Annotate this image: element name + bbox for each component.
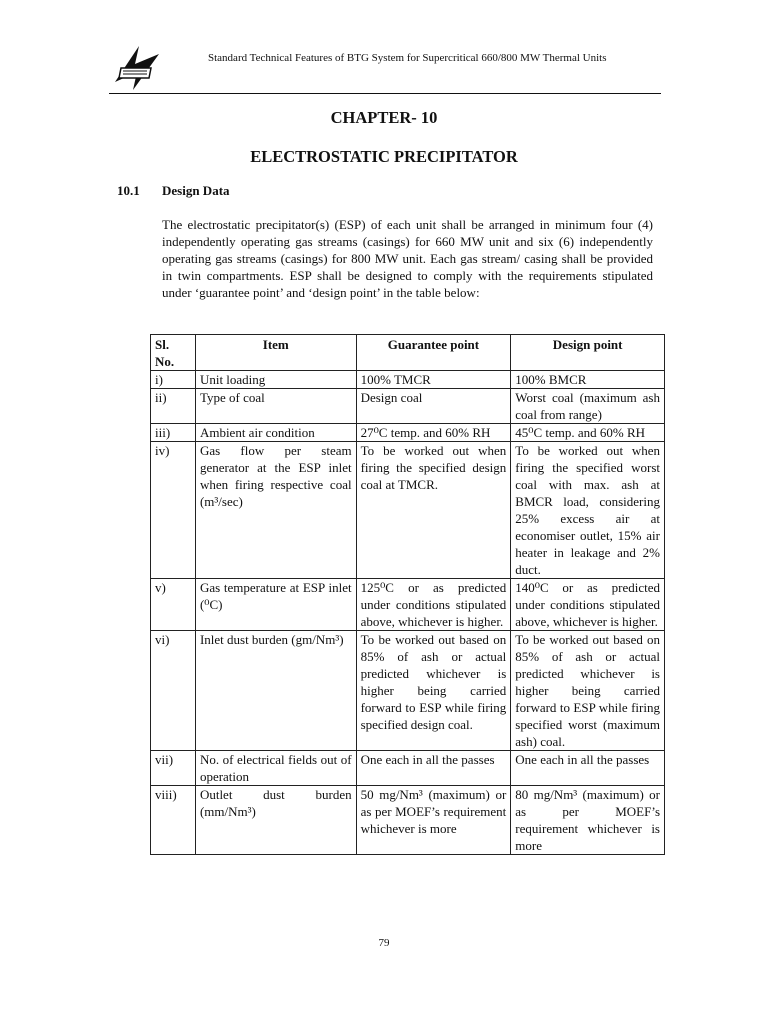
cell-guarantee: 50 mg/Nm³ (maximum) or as per MOEF’s requirement whichever is more: [356, 786, 511, 855]
cell-item: Unit loading: [195, 371, 356, 389]
cell-sl: iii): [151, 424, 196, 442]
header-item: Item: [195, 335, 356, 371]
design-data-table: [150, 334, 665, 855]
cell-design: One each in all the passes: [511, 751, 665, 786]
cell-guarantee: Design coal: [356, 389, 511, 424]
table-row: [151, 389, 665, 424]
cell-sl: vi): [151, 631, 196, 751]
cell-sl: vii): [151, 751, 196, 786]
table-row: [151, 786, 665, 855]
cell-item: Outlet dust burden (mm/Nm³): [195, 786, 356, 855]
table-row: [151, 442, 665, 579]
cell-item: No. of electrical fields out of operation: [195, 751, 356, 786]
cell-sl: iv): [151, 442, 196, 579]
running-header: Standard Technical Features of BTG System for Supercritical 660/800 MW Thermal Units: [208, 52, 607, 64]
header-divider: [109, 93, 661, 94]
table-row: [151, 371, 665, 389]
cell-guarantee: 100% TMCR: [356, 371, 511, 389]
chapter-heading: CHAPTER- 10: [330, 108, 438, 127]
cell-sl: i): [151, 371, 196, 389]
body-paragraph: The electrostatic precipitator(s) (ESP) of each unit shall be arranged in minimum four (4) independently operating gas streams (casings) for 660 MW unit and six (6) independently operating gas streams (casings) for 800 MW unit. Each gas stream/ casing shall be provided in twin compartments. ESP shall be designed to comply with the requirements stipulated under ‘guarantee point’ and ‘design point’ in the table below:: [162, 217, 653, 300]
cell-design: 80 mg/Nm³ (maximum) or as per MOEF’s requirement whichever is more: [511, 786, 665, 855]
cell-design: To be worked out based on 85% of ash or actual predicted whichever is higher being carried forward to ESP while firing specified worst (maximum ash) coal.: [511, 631, 665, 751]
table-row: [151, 631, 665, 751]
cell-design: 100% BMCR: [511, 371, 665, 389]
cell-item: Inlet dust burden (gm/Nm³): [195, 631, 356, 751]
table-header-row: [151, 335, 665, 371]
cell-guarantee: To be worked out when firing the specified design coal at TMCR.: [356, 442, 511, 579]
cell-item: Ambient air condition: [195, 424, 356, 442]
header-sl-no: Sl. No.: [151, 335, 196, 371]
cell-item: Gas flow per steam generator at the ESP inlet when firing respective coal (m³/sec): [195, 442, 356, 579]
page-number: 79: [378, 937, 390, 949]
cell-design: 45⁰C temp. and 60% RH: [511, 424, 665, 442]
cell-item: Gas temperature at ESP inlet (⁰C): [195, 579, 356, 631]
organization-logo-icon: [113, 44, 161, 92]
cell-guarantee: One each in all the passes: [356, 751, 511, 786]
header-guarantee-point: Guarantee point: [356, 335, 511, 371]
cell-item: Type of coal: [195, 389, 356, 424]
chapter-title: ELECTROSTATIC PRECIPITATOR: [250, 147, 518, 166]
table-row: [151, 424, 665, 442]
table-row: [151, 579, 665, 631]
cell-guarantee: 27⁰C temp. and 60% RH: [356, 424, 511, 442]
subsection-title: Design Data: [162, 183, 230, 198]
header-design-point: Design point: [511, 335, 665, 371]
cell-guarantee: To be worked out based on 85% of ash or actual predicted whichever is higher being carried forward to ESP while firing specified design coal.: [356, 631, 511, 751]
table-row: [151, 751, 665, 786]
cell-design: 140⁰C or as predicted under conditions stipulated above, whichever is higher.: [511, 579, 665, 631]
cell-sl: v): [151, 579, 196, 631]
cell-sl: viii): [151, 786, 196, 855]
cell-design: Worst coal (maximum ash coal from range): [511, 389, 665, 424]
subsection-number: 10.1: [117, 183, 140, 198]
cell-guarantee: 125⁰C or as predicted under conditions stipulated above, whichever is higher.: [356, 579, 511, 631]
cell-design: To be worked out when firing the specified worst coal with max. ash at BMCR load, considering 25% excess air at economiser outlet, 15% air heater in leakage and 2% duct.: [511, 442, 665, 579]
cell-sl: ii): [151, 389, 196, 424]
